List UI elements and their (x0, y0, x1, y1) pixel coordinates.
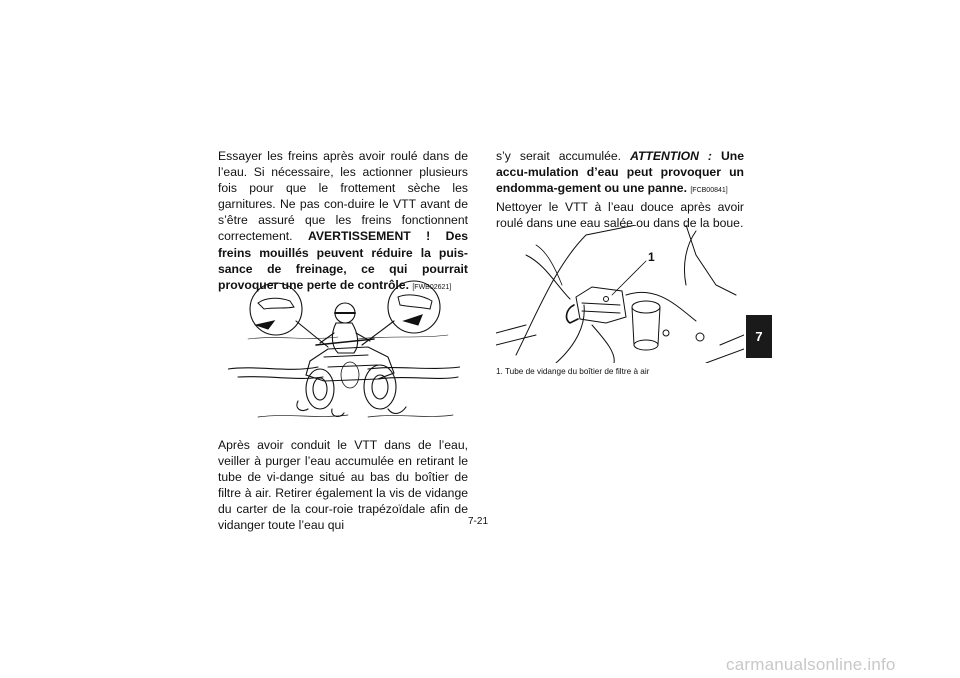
brake-instructions: Essayer les freins après avoir roulé dans de l’eau. Si nécessaire, les actionner plusieurs fois pour que le frottement sèche les garnitures. Ne pas con-duire le VTT avant de s’être assuré que les freins fonctionnent correctement. (218, 149, 468, 244)
drain-paragraph: Après avoir conduit le VTT dans de l’eau, veiller à purger l’eau accumulée en retirant le tube de vi-dange situé au bas du boîtier de filtre à air. Retirer également la vis de vidange du carter de la cour-roie trapézoïdale afin de vidanger toute l’eau qui (218, 438, 468, 533)
right-column (496, 148, 744, 231)
attention-label: ATTENTION : (630, 149, 712, 163)
rinse-paragraph: Nettoyer le VTT à l’eau douce après avoir roulé dans une eau salée ou dans de la boue. (496, 200, 744, 231)
watermark: carmanualsonline.info (726, 655, 896, 674)
attention-text: Une accu-mulation d’eau peut provoquer un endomma-gement ou une panne. (496, 149, 745, 196)
atv-water-illustration (228, 277, 460, 425)
airbox-drain-illustration (496, 225, 744, 363)
warning-ref: [FWB02621] (412, 283, 452, 291)
warning-text: AVERTISSEMENT ! Des freins mouillés peuvent réduire la puis-sance de freinage, ce qui pourrait provoquer une perte de contrôle. (218, 229, 469, 292)
figure-callout-1: 1 (648, 250, 655, 264)
page-number: 7-21 (468, 516, 489, 527)
left-column (218, 148, 468, 296)
chapter-tab: 7 (746, 315, 772, 358)
accumulated-water-text: s’y serait accumulée. (496, 149, 622, 163)
figure-caption: 1. Tube de vidange du boîtier de filtre à air (496, 367, 650, 376)
brake-paragraph (218, 148, 468, 296)
attention-ref: [FCB00841] (690, 187, 728, 195)
attention-paragraph (496, 148, 744, 199)
